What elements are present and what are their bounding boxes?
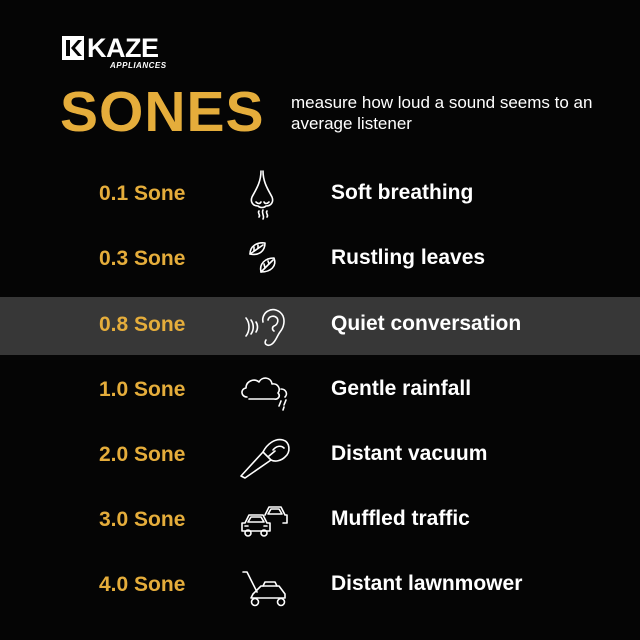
sone-value: 0.3 Sone — [99, 247, 186, 270]
lawnmower-icon — [237, 560, 295, 612]
list-item — [0, 362, 640, 420]
nose-icon — [237, 169, 295, 221]
page-subtitle: measure how loud a sound seems to an average listener — [291, 93, 593, 133]
sound-label: Muffled traffic — [331, 507, 470, 530]
sound-label: Quiet conversation — [331, 312, 522, 335]
sound-label: Gentle rainfall — [331, 377, 472, 400]
list-item — [0, 492, 640, 550]
sone-value: 0.8 Sone — [99, 313, 186, 336]
sound-label: Rustling leaves — [331, 246, 486, 269]
sone-value: 2.0 Sone — [99, 443, 186, 466]
list-item — [0, 231, 640, 289]
leaves-icon — [237, 234, 295, 286]
sound-label: Distant lawnmower — [331, 572, 523, 595]
cars-icon — [237, 495, 295, 547]
sone-value: 0.1 Sone — [99, 182, 186, 205]
list-item — [0, 427, 640, 485]
sound-label: Distant vacuum — [331, 442, 488, 465]
sone-value: 1.0 Sone — [99, 378, 186, 401]
list-item-highlighted — [0, 297, 640, 355]
rain-cloud-icon — [237, 365, 295, 417]
sone-value: 3.0 Sone — [99, 508, 186, 531]
list-item — [0, 557, 640, 615]
kaze-logo-mark-icon — [62, 36, 84, 60]
brand-name: KAZE — [87, 33, 159, 63]
sound-label: Soft breathing — [331, 181, 474, 204]
page-title: SONES — [60, 80, 265, 144]
brand-subtitle: APPLIANCES — [110, 61, 167, 70]
brand-logo — [62, 33, 182, 73]
sone-value: 4.0 Sone — [99, 573, 186, 596]
ear-icon — [237, 300, 295, 352]
handheld-vacuum-icon — [237, 430, 295, 482]
list-item — [0, 166, 640, 224]
